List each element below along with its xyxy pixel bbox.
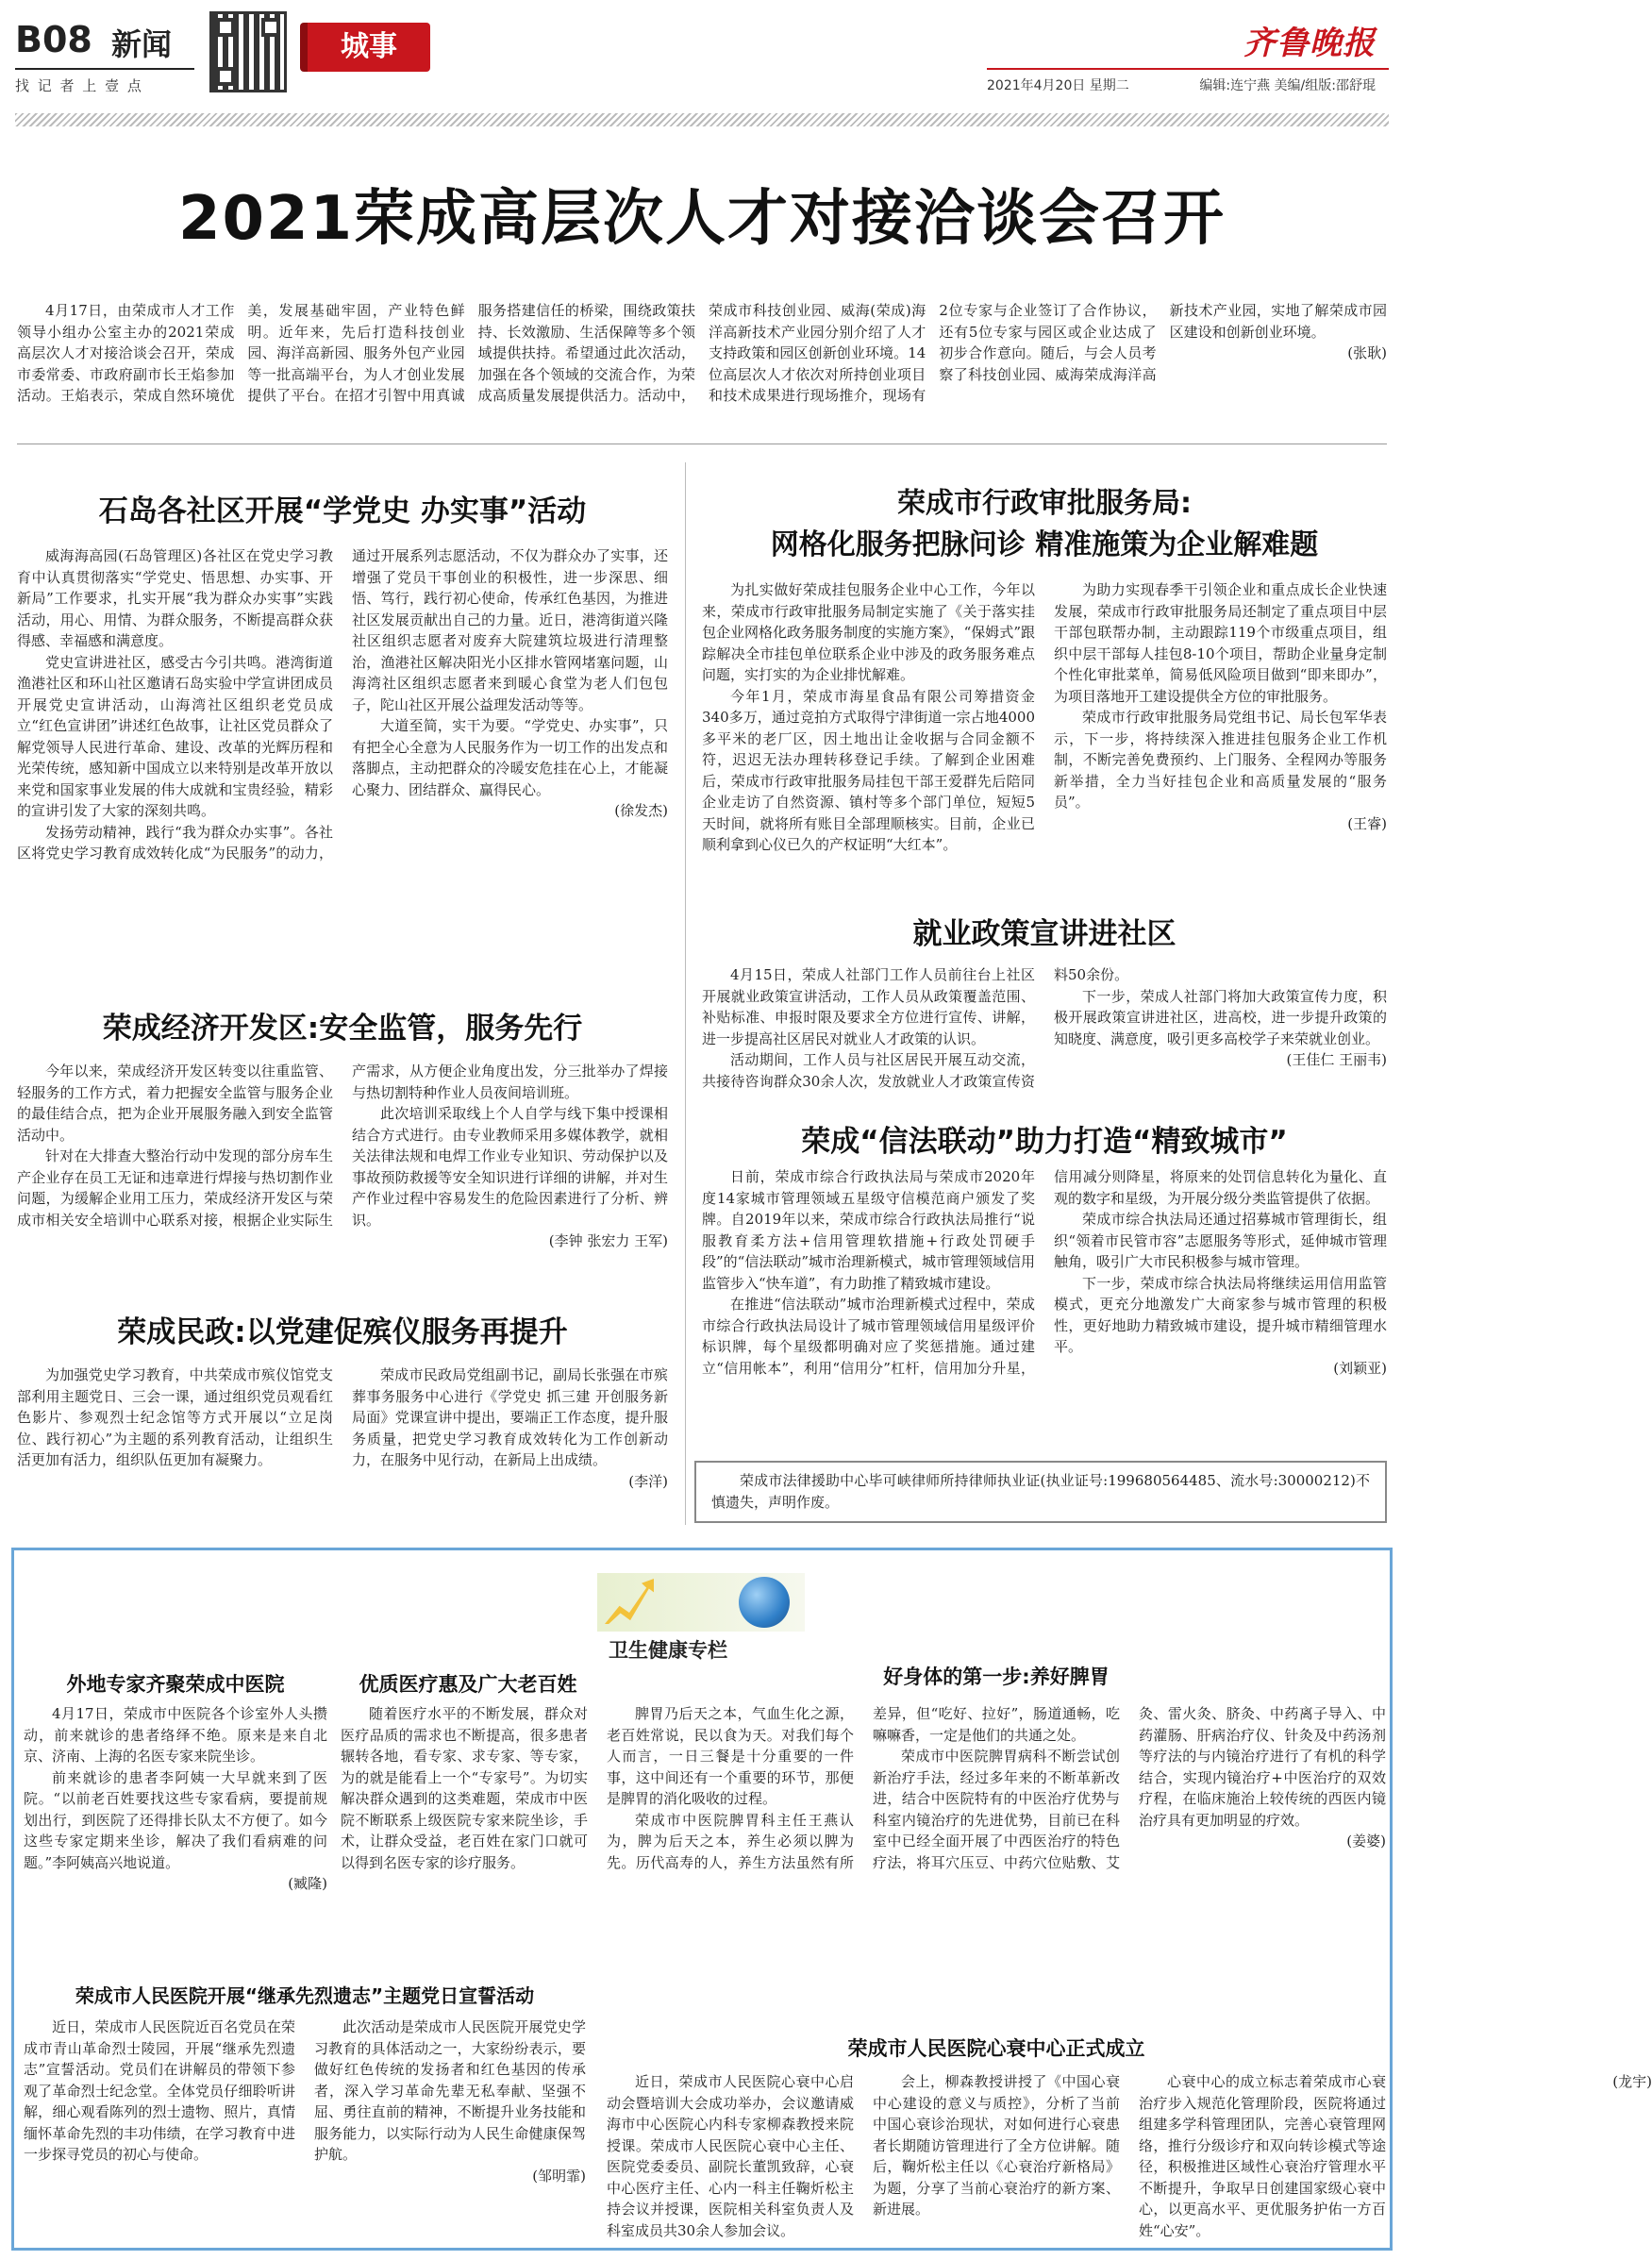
- article-paragraph: 4月17日，荣成市中医院各个诊室外人头攒动，前来就诊的患者络绎不绝。原来是来自北京、济南、上海的名医专家来院坐诊。: [24, 1705, 327, 1765]
- headline-civil-affairs: 荣成民政:以党建促殡仪服务再提升: [117, 1315, 568, 1349]
- article-credit-law: [702, 1166, 1387, 1455]
- notice-text: 荣成市法律援助中心毕可峡律师所持律师执业证(执业证号:199680564485、流水号:30000212)不慎遗失，声明作废。: [711, 1472, 1370, 1511]
- article-paragraph: 4月15日，荣成人社部门工作人员前往台上社区开展就业政策宣讲活动，工作人员从政策覆盖范围、补贴标准、申报时限及要求全方位进行宣传、讲解，进一步提高社区居民对就业人才政策的认识。: [702, 966, 1035, 1047]
- header-rule: [987, 68, 1389, 70]
- section-name: 新闻: [111, 26, 173, 62]
- headline-oath: 荣成市人民医院开展“继承先烈遗志”主题党日宣誓活动: [75, 1984, 535, 2007]
- article-paragraph: 下一步，荣成人社部门将加大政策宣传力度，积极开展政策宣讲进社区，进高校，进一步提升政策的知晓度、满意度，吸引更多高校学子来荣就业创业。: [1054, 987, 1387, 1047]
- article-paragraph: 前来就诊的患者李阿姨一大早就来到了医院。“以前老百姓要找这些专家看病，要提前规划出行，到医院了还得排长队太不方便了。如今这些专家定期来坐诊，解决了我们看病难的问题。”李阿姨高兴地说道。: [24, 1768, 327, 1871]
- headline-spleen: 好身体的第一步:养好脾胃: [883, 1666, 1110, 1688]
- article-paragraph: 荣成市民政局党组副书记，副局长张强在市殡葬事务服务中心进行《学党史 抓三建 开创服务新局面》党课宣讲中提出，要端正工作态度，提升服务质量，把党史学习教育成效转化为工作创新动力，在服务中见行动，在新局上出成绩。: [352, 1366, 668, 1468]
- main-headline: 2021荣成高层次人才对接洽谈会召开: [177, 184, 1226, 254]
- growth-arrow-icon: [605, 1579, 654, 1624]
- main-source: (张耿): [1347, 344, 1387, 361]
- article-paragraph: 发扬劳动精神，践行“我为群众办实事”。各社区将党史学习教育成效转化成“为民服务”的动力，通过开展系列志愿活动，不仅为群众办了实事，还增强了党员干事创业的积极性，进一步深思、细悟、笃行，践行初心使命，传承红色基因，为推进社区发展贡献出自己的力量。近日，港湾街道兴隆社区组织志愿者对废弃大院建筑垃圾进行清理整治，渔港社区解决阳光小区排水管网堵塞问题，山海湾社区组织志愿者来到暖心食堂为老人们包包子，陀山社区开展公益理发活动等等。: [17, 547, 668, 862]
- headline-approval-2: 网格化服务把脉问诊 精准施策为企业解难题: [770, 528, 1319, 561]
- article-quality-care: [341, 1703, 588, 1950]
- article-paragraph: 为加强党史学习教育，中共荣成市殡仪馆党支部利用主题党日、三会一课，通过组织党员观看红色影片、参观烈士纪念馆等方式开展以“立足岗位、践行初心”为主题的系列教育活动，让组织生活更加有活力，组织队伍更加有凝聚力。: [17, 1366, 333, 1468]
- qr-code: [209, 11, 287, 92]
- globe-icon: [739, 1577, 790, 1628]
- headline-credit-law: 荣成“信法联动”助力打造“精致城市”: [801, 1125, 1288, 1159]
- article-paragraph: 荣成市综合执法局还通过招募城市管理街长，组织“领着市民管市容”志愿服务等形式，延伸城市管理触角，吸引广大市民积极参与城市管理。: [1054, 1211, 1387, 1270]
- article-civil-affairs: [17, 1364, 668, 1515]
- article-experts: [24, 1703, 327, 1975]
- header-band: [15, 113, 1389, 126]
- column-divider: [685, 462, 686, 1525]
- article-source: (王睿): [1347, 814, 1387, 832]
- header-separator: [15, 68, 194, 70]
- article-paragraph: 荣成市中医院脾胃病科不断尝试创新治疗手法，经过多年来的不断革新改进，结合中医院特有的中医治疗优势与科室内镜治疗的先进优势，目前已在科室中已经全面开展了中西医治疗的特色疗法，将耳穴压豆、中药穴位贴敷、艾灸、雷火灸、脐灸、中药离子导入、中药灌肠、肝病治疗仪、针灸及中药汤剂等疗法的与内镜治疗进行了有机的科学结合，实现内镜治疗+中医治疗的双效疗程，在临床施治上较传统的西医内镜治疗具有更加明显的疗效。: [873, 1705, 1386, 1871]
- article-paragraph: 威海海高园(石岛管理区)各社区在党史学习教育中认真贯彻落实“学党史、悟思想、办实事、开新局”工作要求，扎实开展“我为群众办实事”实践活动，用心、用情、为群众服务，不断提高群众获得感、幸福感和满意度。: [17, 547, 333, 649]
- editor-info: 编辑:连宁燕 美编/组版:邵舒琨: [1199, 78, 1376, 93]
- article-paragraph: 此次活动是荣成市人民医院开展党史学习教育的具体活动之一，大家纷纷表示，要做好红色传统的发扬者和红色基因的传承者，深入学习革命先辈无私奉献、坚强不屈、勇往直前的精神，不断提升业务技能和服务能力，以实际行动为人民生命健康保驾护航。: [314, 2018, 586, 2163]
- page-header: [15, 9, 1389, 113]
- article-paragraph: 今年以来，荣成经济开发区转变以往重监管、轻服务的工作方式，着力把握安全监管与服务企业的最佳结合点，把为企业开展服务融入到安全监管活动中。: [17, 1063, 333, 1144]
- page-number: B08: [15, 19, 92, 60]
- article-spleen: [607, 1703, 1386, 2028]
- notice-box: [694, 1461, 1387, 1523]
- article-oath: [24, 2017, 586, 2249]
- masthead-logo: 齐鲁晚报: [1243, 25, 1376, 62]
- article-paragraph: 近日，荣成市人民医院心衰中心启动会暨培训大会成功举办，会议邀请威海市中心医院心内科专家柳森教授来院授课。荣成市人民医院心衰中心主任、医院党委委员、副院长董凯致辞，心衰中心医疗主任、心内一科主任鞠炘松主持会议并授课，医院相关科室负责人及科室成员共30余人参加会议。: [607, 2073, 854, 2239]
- article-source: (李洋): [628, 1472, 668, 1490]
- article-paragraph: 为助力实现春季干引领企业和重点成长企业快速发展，荣成市行政审批服务局还制定了重点项目中层干部包联帮办制，主动跟踪119个市级重点项目，组织中层干部每人挂包8-10个项目，帮助企业量身定制个性化审批菜单，简易低风险项目做到“即来即办”，为项目落地开工建设提供全方位的审批服务。: [1054, 581, 1387, 705]
- health-banner: [597, 1573, 805, 1632]
- article-paragraph: 荣成市行政审批服务局党组书记、局长包军华表示，下一步，将持续深入推进挂包服务企业工作机制，不断完善免费预约、上门服务、全程网办等服务新举措，全力当好挂包企业和高质量发展的“服务员”。: [1054, 709, 1387, 811]
- article-source: (王佳仁 王丽韦): [1286, 1051, 1387, 1068]
- main-body-text: 4月17日，由荣成市人才工作领导小组办公室主办的2021荣成高层次人才对接洽谈会召开，荣成市委常委、市政府副市长王焰参加活动。王焰表示，荣成自然环境优美，发展基础牢固，产业特色鲜明。近年来，先后打造科技创业园、海洋高新园、服务外包产业园等一批高端平台，为人才创业发展提供了平台。在招才引智中用真诚服务搭建信任的桥梁，围绕政策扶持、长效激励、生活保障等多个领域提供扶持。希望通过此次活动，加强在各个领域的交流合作，为荣成高质量发展提供活力。活动中，荣成市科技创业园、威海(荣成)海洋高新技术产业园分别介绍了人才支持政策和园区创新创业环境。14位高层次人才依次对所持创业项目和技术成果进行现场推介，现场有2位专家与企业签订了合作协议，还有5位专家与园区或企业达成了初步合作意向。随后，与会人员考察了科技创业园、威海荣成海洋高新技术产业园，实地了解荣成市园区建设和创新创业环境。: [17, 302, 1387, 404]
- article-paragraph: 针对在大排查大整治行动中发现的部分房车生产企业存在员工无证和违章进行焊接与热切割作业问题，为缓解企业用工压力，荣成经济开发区与荣成市相关安全培训中心联系对接，根据企业实际生产需求，从方便企业角度出发，分三批举办了焊接与热切割特种作业人员夜间培训班。: [17, 1063, 668, 1229]
- section-tag-label: 城事: [341, 30, 397, 63]
- headline-approval-1: 荣成市行政审批服务局:: [897, 487, 1192, 520]
- headline-heart-center: 荣成市人民医院心衰中心正式成立: [847, 2037, 1145, 2060]
- health-column-title: 卫生健康专栏: [609, 1639, 727, 1662]
- article-shidao: [17, 545, 668, 976]
- header-slogan: 找 记 者 上 壹 点: [15, 77, 143, 94]
- headline-experts: 外地专家齐聚荣成中医院: [66, 1673, 285, 1696]
- article-source: (邹明霏): [532, 2167, 586, 2185]
- article-paragraph: 脾胃乃后天之本，气血生化之源，老百姓常说，民以食为天。对我们每个人而言，一日三餐是十分重要的一件事，这中间还有一个重要的环节，那便是脾胃的消化吸收的过程。: [607, 1705, 854, 1807]
- article-source: (龙宇): [1612, 2073, 1652, 2090]
- article-source: (徐发杰): [614, 802, 668, 819]
- headline-econ-zone: 荣成经济开发区:安全监管，服务先行: [102, 1012, 583, 1046]
- main-body: [17, 300, 1387, 432]
- article-approval: [702, 579, 1387, 889]
- article-paragraph: 随着医疗水平的不断发展，群众对医疗品质的需求也不断提高，很多患者辗转各地，看专家、求专家、等专家，为的就是能看上一个“专家号”。为切实解决群众遇到的这类难题，荣成市中医院不断联系上级医院专家来院坐诊，手术，让群众受益，老百姓在家门口就可以得到名医专家的诊疗服务。: [341, 1705, 588, 1871]
- article-paragraph: 会上，柳森教授讲授了《中国心衰中心建设的意义与质控》，分析了当前中国心衰诊治现状，对如何进行心衰患者长期随访管理进行了全方位讲解。随后，鞠炘松主任以《心衰治疗新格局》为题，分享了当前心衰治疗的新方案、新进展。: [873, 2073, 1120, 2218]
- headline-quality-care: 优质医疗惠及广大老百姓: [359, 1673, 577, 1696]
- article-source: (李钟 张宏力 王军): [548, 1232, 668, 1249]
- section-tag: [300, 23, 430, 72]
- issue-date: 2021年4月20日 星期二: [987, 78, 1129, 93]
- article-paragraph: 今年1月，荣成市海星食品有限公司筹措资金340多万，通过竞拍方式取得宁津街道一宗占地4000多平米的老厂区，因土地出让金收据与合同金额不符，迟迟无法办理转移登记手续。了解到企业困难后，荣成市行政审批服务局挂包干部王爱群先后陪同企业走访了自然资源、镇村等多个部门单位，短短5天时间，就将所有账目全部理顺核实。目前，企业已顺利拿到心仪已久的产权证明“大红本”。: [702, 687, 1035, 853]
- article-source: (刘颖亚): [1333, 1359, 1387, 1377]
- article-econ-zone: [17, 1061, 668, 1285]
- article-paragraph: 近日，荣成市人民医院近百名党员在荣成市青山革命烈士陵园，开展“继承先烈遗志”宣誓活动。党员们在讲解员的带领下参观了革命烈士纪念堂。全体党员仔细聆听讲解，细心观看陈列的烈士遗物、照片，真情缅怀革命先烈的丰功伟绩，在学习教育中进一步探寻党员的初心与使命。: [24, 2018, 295, 2163]
- article-source: (臧隆): [288, 1875, 327, 1892]
- article-paragraph: 此次培训采取线上个人自学与线下集中授课相结合方式进行。由专业教师采用多媒体教学，就相关法律法规和电焊工作业专业知识、劳动保护以及事故预防救援等安全知识进行详细的讲解，并对生产作业过程中容易发生的危险因素进行了分析、辨识。: [352, 1105, 668, 1229]
- headline-employment: 就业政策宣讲进社区: [912, 917, 1176, 951]
- article-paragraph: 在推进“信法联动”城市治理新模式过程中，荣成市综合行政执法局设计了城市管理领域信用星级评价标识牌，每个星级都明确对应了奖惩措施。通过建立“信用帐本”，利用“信用分”杠杆，信用加分升星，信用减分则降星，将原来的处罚信息转化为量化、直观的数字和星级，为开展分级分类监管提供了依据。: [702, 1168, 1387, 1377]
- article-paragraph: 心衰中心的成立标志着荣成市心衰治疗步入规范化管理阶段，医院将通过组建多学科管理团队，完善心衰管理网络，推行分级诊疗和双向转诊模式等途径，积极推进区域性心衰治疗管理水平不断提升，争取早日创建国家级心衰中心，以更高水平、更优服务护佑一方百姓“心安”。: [1139, 2073, 1386, 2239]
- headline-shidao: 石岛各社区开展“学党史 办实事”活动: [98, 494, 587, 528]
- article-paragraph: 日前，荣成市综合行政执法局与荣成市2020年度14家城市管理领域五星级守信模范商户颁发了奖牌。自2019年以来，荣成市综合行政执法局推行“说服教育柔方法+信用管理软措施+行政处罚硬手段”的“信法联动”城市治理新模式，城市管理领域信用监管步入“快车道”，有力助推了精致城市建设。: [702, 1168, 1036, 1292]
- article-paragraph: 荣成市中医院脾胃科主任王燕认为，脾为后天之本，养生必须以脾为先。历代高寿的人，养生方法虽然有所差异，但“吃好、拉好”，肠道通畅，吃嘛嘛香，一定是他们的共通之处。: [607, 1705, 1120, 1871]
- article-paragraph: 下一步，荣成市综合执法局将继续运用信用监管模式，更充分地激发广大商家参与城市管理的积极性，更好地助力精致城市建设，提升城市精细管理水平。: [1054, 1274, 1387, 1355]
- article-employment: [702, 964, 1387, 1102]
- article-paragraph: 大道至简，实干为要。“学党史、办实事”，只有把全心全意为人民服务作为一切工作的出发点和落脚点，主动把群众的冷暖安危挂在心上，才能凝心聚力、团结群众、赢得民心。: [352, 717, 668, 798]
- article-paragraph: 为扎实做好荣成挂包服务企业中心工作，今年以来，荣成市行政审批服务局制定实施了《关于落实挂包企业网格化政务服务制度的实施方案》，“保姆式”跟踪解决全市挂包单位联系企业中涉及的政务服务难点问题，实打实的为企业排忧解难。: [702, 581, 1035, 683]
- article-paragraph: 活动期间，工作人员与社区居民开展互动交流，共接待咨询群众30余人次，发放就业人才政策宣传资料50余份。: [702, 966, 1129, 1090]
- article-source: (姜婆): [1346, 1833, 1386, 1850]
- health-section: [11, 1548, 1652, 2251]
- article-heart-center: [607, 2071, 1652, 2249]
- article-paragraph: 党史宣讲进社区，感受古今引共鸣。港湾街道渔港社区和环山社区邀请石岛实验中学宣讲团成员开展党史宣讲活动，山海湾社区组织老党员成立“红色宣讲团”讲述红色故事，让社区党员群众了解党领导人民进行革命、建设、改革的光辉历程和光荣传统，感知新中国成立以来特别是改革开放以来党和国家事业发展的伟大成就和宝贵经验，精彩的宣讲引发了大家的深刻共鸣。: [17, 653, 333, 819]
